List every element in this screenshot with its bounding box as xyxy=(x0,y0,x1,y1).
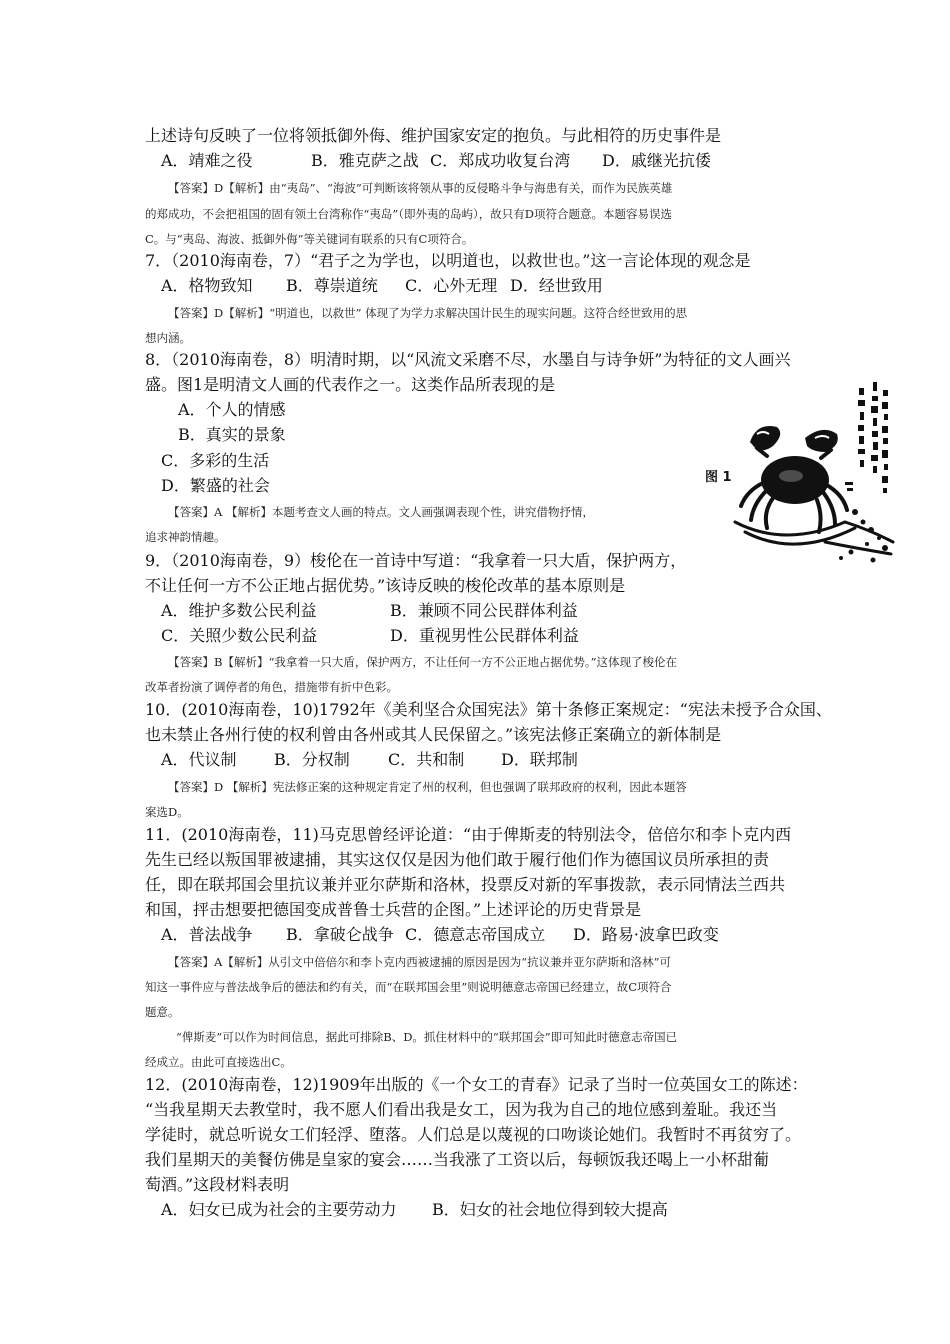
q11-stem-line: 和国，抨击想要把德国变成普鲁士兵营的企图。”上述评论的历史背景是 xyxy=(145,900,642,919)
q8-option-d: D．繁盛的社会 xyxy=(161,476,270,495)
figure-1-label: 图 1 xyxy=(705,470,732,485)
q12-stem-line: 12．(2010海南卷，12)1909年出版的《一个女工的青春》记录了当时一位英国女工的陈述： xyxy=(145,1075,808,1094)
q12-stem-line: 我们星期天的美餐仿佛是皇家的宴会……当我涨了工资以后，每顿饭我还喝上一小杯甜葡 xyxy=(145,1150,770,1169)
q7-answer-line: 【答案】D【解析】“明道也，以救世” 体现了为学力求解决国计民生的现实问题。这符合经世致用的思 xyxy=(168,306,688,320)
q12-stem-line: 萄酒。”这段材料表明 xyxy=(145,1175,290,1194)
q10-option-b: B．分权制 xyxy=(274,750,350,769)
q8-option-a: A．个人的情感 xyxy=(178,400,286,419)
q6-answer-line: 的郑成功，不会把祖国的固有领土台湾称作“夷岛”（即外夷的岛屿），故只有D项符合题意。本题容易误选 xyxy=(145,207,672,221)
q11-answer-line: 题意。 xyxy=(145,1005,180,1019)
q7-answer-line: 想内涵。 xyxy=(145,331,191,345)
q11-option-d: D．路易·波拿巴政变 xyxy=(573,925,719,944)
q6-answer-line: C。与“夷岛、海波、抵御外侮”等关键词有联系的只有C项符合。 xyxy=(145,232,474,246)
figure-1-ink-painting xyxy=(695,372,895,572)
q10-stem-line: 也未禁止各州行使的权利曾由各州或其人民保留之。”该宪法修正案确立的新体制是 xyxy=(145,725,722,744)
q11-option-c: C．德意志帝国成立 xyxy=(405,925,546,944)
q11-answer-line: “俾斯麦”可以作为时间信息，据此可排除B、D。抓住材料中的“联邦国会”即可知此时德意志帝国已 xyxy=(176,1030,678,1044)
q11-option-b: B．拿破仑战争 xyxy=(286,925,394,944)
q8-option-b: B．真实的景象 xyxy=(178,425,286,444)
q6-option-a: A．靖难之役 xyxy=(161,151,253,170)
q6-option-d: D．戚继光抗倭 xyxy=(602,151,711,170)
q7-option-c: C．心外无理 xyxy=(405,276,498,295)
q8-stem-line: 8．（2010海南卷，8）明清时期，以“风流文采磨不尽，水墨自与诗争妍”为特征的文人画兴 xyxy=(145,350,791,369)
q10-option-a: A．代议制 xyxy=(161,750,237,769)
q8-answer-line: 追求神韵情趣。 xyxy=(145,530,226,544)
q7-option-d: D．经世致用 xyxy=(510,276,603,295)
q9-option-a: A．维护多数公民利益 xyxy=(161,601,317,620)
q9-option-c: C．关照少数公民利益 xyxy=(161,626,318,645)
q12-stem-line: “当我星期天去教堂时，我不愿人们看出我是女工，因为我为自己的地位感到羞耻。我还当 xyxy=(145,1100,778,1119)
q6-option-b: B．雅克萨之战 xyxy=(311,151,419,170)
q12-option-b: B．妇女的社会地位得到较大提高 xyxy=(432,1200,668,1219)
q12-stem-line: 学徒时，就总听说女工们轻浮、堕落。人们总是以蔑视的口吻谈论她们。我暂时不再贫穷了。 xyxy=(145,1125,802,1144)
q9-option-b: B．兼顾不同公民群体利益 xyxy=(390,601,578,620)
q10-answer-line: 【答案】D 【解析】宪法修正案的这种规定肯定了州的权利，但也强调了联邦政府的权利，因此本题答 xyxy=(168,780,687,794)
q12-option-a: A．妇女已成为社会的主要劳动力 xyxy=(161,1200,397,1219)
q11-stem-line: 先生已经以叛国罪被逮捕，其实这仅仅是因为他们敢于履行他们作为德国议员所承担的责 xyxy=(145,850,770,869)
q10-stem-line: 10．(2010海南卷，10)1792年《美利坚合众国宪法》第十条修正案规定：“宪法未授予合众国、 xyxy=(145,700,832,719)
q10-option-c: C．共和制 xyxy=(388,750,465,769)
q9-answer-line: 改革者扮演了调停者的角色，措施带有折中色彩。 xyxy=(145,680,398,694)
q8-option-c: C．多彩的生活 xyxy=(161,451,270,470)
q11-option-a: A．普法战争 xyxy=(161,925,253,944)
q11-answer-line: 【答案】A【解析】从引文中倍倍尔和李卜克内西被逮捕的原因是因为“抗议兼并亚尔萨斯和洛林”可 xyxy=(168,955,672,969)
q7-option-a: A．格物致知 xyxy=(161,276,253,295)
q7-stem: 7．（2010海南卷，7）“君子之为学也，以明道也，以救世也。”这一言论体现的观念是 xyxy=(145,251,751,270)
q9-stem-line: 9．（2010海南卷，9）梭伦在一首诗中写道：“我拿着一只大盾，保护两方， xyxy=(145,551,687,570)
q11-answer-line: 知这一事件应与普法战争后的德法和约有关，而“在联邦国会里”则说明德意志帝国已经建立，故C项符合 xyxy=(145,980,672,994)
q9-option-d: D．重视男性公民群体利益 xyxy=(390,626,579,645)
q6-option-c: C．郑成功收复台湾 xyxy=(430,151,571,170)
q8-answer-line: 【答案】A 【解析】本题考查文人画的特点。文人画强调表现个性，讲究借物抒情， xyxy=(168,505,594,519)
crab-painting-icon xyxy=(695,372,895,572)
q11-stem-line: 11．(2010海南卷，11)马克思曾经评论道：“由于俾斯麦的特别法令，倍倍尔和李卜克内西 xyxy=(145,825,792,844)
q10-answer-line: 案选D。 xyxy=(145,805,189,819)
q9-stem-line: 不让任何一方不公正地占据优势。”该诗反映的梭伦改革的基本原则是 xyxy=(145,576,626,595)
q10-option-d: D．联邦制 xyxy=(501,750,578,769)
q8-stem-line: 盛。图1是明清文人画的代表作之一。这类作品所表现的是 xyxy=(145,375,556,394)
q9-answer-line: 【答案】B【解析】“我拿着一只大盾，保护两方，不让任何一方不公正地占据优势。”这体现了梭伦在 xyxy=(168,655,677,669)
q6-stem: 上述诗句反映了一位将领抵御外侮、维护国家安定的抱负。与此相符的历史事件是 xyxy=(145,126,722,145)
q7-option-b: B．尊崇道统 xyxy=(286,276,378,295)
q11-stem-line: 任，即在联邦国会里抗议兼并亚尔萨斯和洛林，投票反对新的军事拨款，表示同情法兰西共 xyxy=(145,875,786,894)
q11-answer-line: 经成立。由此可直接选出C。 xyxy=(145,1055,292,1069)
q6-answer-line: 【答案】D【解析】由“夷岛”、“海波”可判断该将领从事的反侵略斗争与海患有关，而作为民族英雄 xyxy=(168,181,673,195)
